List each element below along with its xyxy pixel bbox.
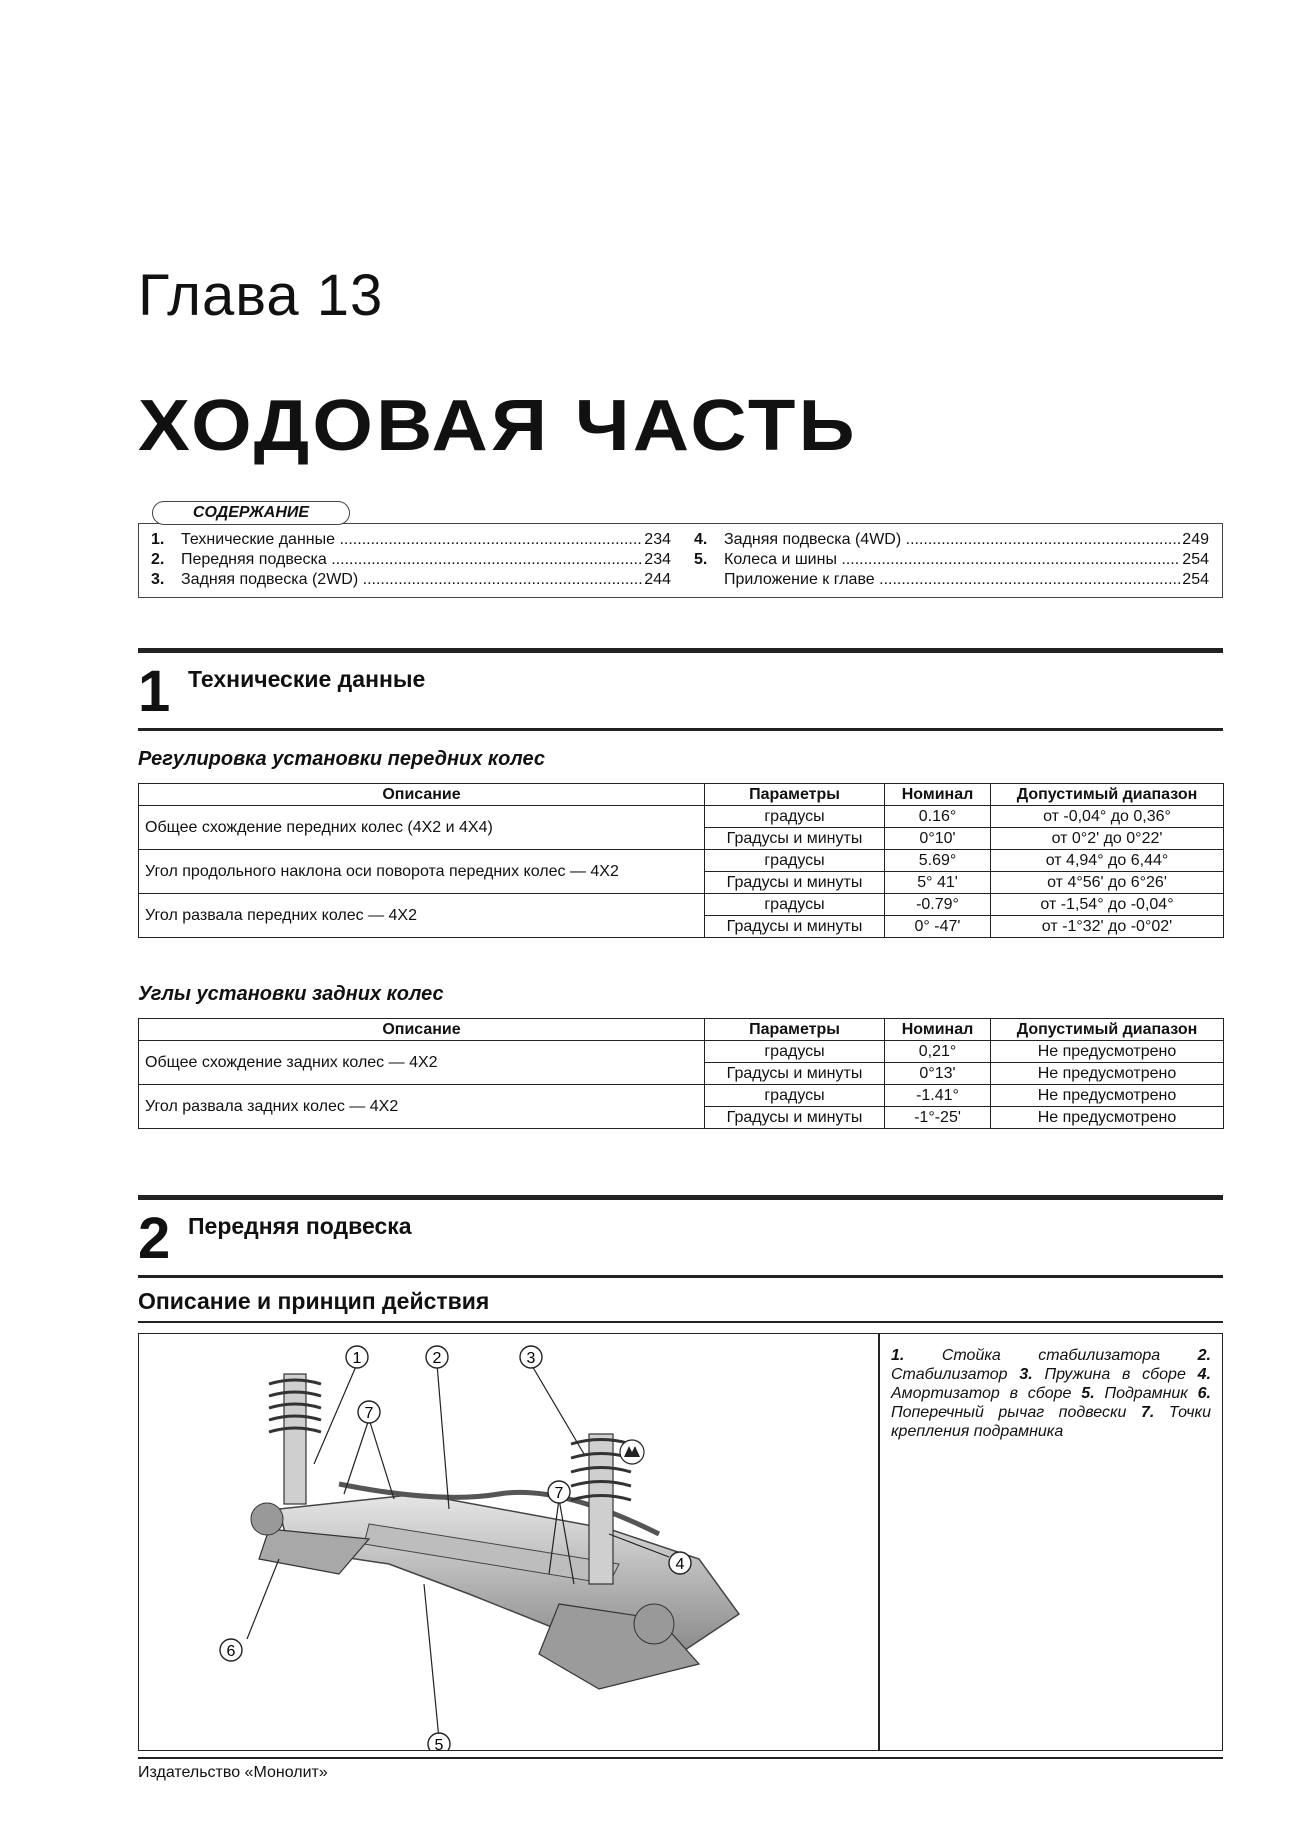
toc-item-num: 5. (694, 551, 708, 568)
cell-parameter: Градусы и минуты (705, 872, 885, 894)
toc-item-page: 249 (1182, 531, 1209, 548)
column-header: Описание (139, 784, 705, 806)
cell-nominal: -0.79° (885, 894, 991, 916)
table-row (139, 806, 1224, 828)
toc-item[interactable] (151, 570, 671, 590)
leader-line (247, 1559, 279, 1639)
callout-label: 5 (434, 1737, 444, 1750)
cell-range: Не предусмотрено (991, 1063, 1224, 1085)
table-row (139, 894, 1224, 916)
caption-text: Амортизатор в сборе (891, 1385, 1072, 1402)
cell-parameter: Градусы и минуты (705, 916, 885, 938)
section-rule (138, 728, 1223, 731)
cell-parameter: градусы (705, 806, 885, 828)
cell-range: от 4°56' до 6°26' (991, 872, 1224, 894)
subsection-rule (138, 1321, 1223, 1323)
right-strut-shape (589, 1434, 613, 1584)
caption-text: Поперечный рычаг подвески (891, 1404, 1127, 1421)
cell-nominal: 0.16° (885, 806, 991, 828)
row-description: Угол развала передних колес — 4X2 (139, 894, 705, 938)
cell-range: от 4,94° до 6,44° (991, 850, 1224, 872)
section-rule (138, 648, 1223, 653)
cell-nominal: -1°-25' (885, 1107, 991, 1129)
table-row (139, 850, 1224, 872)
caption-text: Подрамник (1104, 1385, 1188, 1402)
figure-divider (878, 1334, 880, 1750)
cell-range: Не предусмотрено (991, 1041, 1224, 1063)
front-suspension-illustration (139, 1334, 878, 1750)
toc-item-page: 244 (644, 571, 671, 588)
cell-parameter: градусы (705, 850, 885, 872)
figure-caption (891, 1346, 1211, 1441)
toc-item-num: 3. (151, 571, 165, 588)
callout-label: 1 (352, 1350, 362, 1367)
chapter-title: ХОДОВАЯ ЧАСТЬ (138, 386, 858, 466)
toc-item-text: Передняя подвеска ..... (181, 550, 642, 570)
section-title: Передняя подвеска (188, 1213, 412, 1239)
toc-item-num: 4. (694, 531, 708, 548)
toc-item-page: 254 (1182, 551, 1209, 568)
cell-parameter: Градусы и минуты (705, 1063, 885, 1085)
leader-line (369, 1419, 394, 1499)
column-header: Параметры (705, 784, 885, 806)
section-title: Технические данные (188, 666, 426, 692)
table-header-row (139, 784, 1224, 806)
caption-num: 1. (891, 1347, 905, 1364)
publisher-footer: Издательство «Монолит» (138, 1764, 328, 1781)
table-row (139, 1085, 1224, 1107)
section-rule (138, 1195, 1223, 1200)
cell-nominal: 5.69° (885, 850, 991, 872)
footer-rule (138, 1757, 1223, 1759)
leader-line (437, 1364, 449, 1509)
leader-line (344, 1419, 369, 1494)
cell-nominal: 0° -47' (885, 916, 991, 938)
table-heading: Регулировка установки передних колес (138, 748, 545, 770)
rear-wheel-alignment-table (138, 1018, 1224, 1129)
toc-right-column (694, 530, 1209, 590)
cell-range: от -0,04° до 0,36° (991, 806, 1224, 828)
row-description: Общее схождение задних колес — 4X2 (139, 1041, 705, 1085)
column-header: Номинал (885, 784, 991, 806)
cell-parameter: Градусы и минуты (705, 1107, 885, 1129)
column-header: Описание (139, 1019, 705, 1041)
column-header: Номинал (885, 1019, 991, 1041)
leader-line (531, 1364, 584, 1454)
cell-parameter: градусы (705, 1041, 885, 1063)
toc-item-text: Задняя подвеска (4WD) ..... (724, 530, 1180, 550)
caption-text: Стойка стабилизатора (941, 1347, 1161, 1364)
cell-nominal: 0,21° (885, 1041, 991, 1063)
callout-label: 7 (554, 1485, 564, 1502)
cell-range: от 0°2' до 0°22' (991, 828, 1224, 850)
row-description: Общее схождение передних колес (4X2 и 4X4) (139, 806, 705, 850)
table-row (139, 1041, 1224, 1063)
cell-range: Не предусмотрено (991, 1107, 1224, 1129)
toc-item-num: 1. (151, 531, 165, 548)
cell-nominal: 0°10' (885, 828, 991, 850)
caption-text: Пружина в сборе (1044, 1366, 1186, 1383)
toc-item-page: 254 (1182, 571, 1209, 588)
column-header: Допустимый диапазон (991, 784, 1224, 806)
toc-box (138, 523, 1223, 598)
toc-item[interactable] (151, 550, 671, 570)
front-wheel-alignment-table (138, 783, 1224, 938)
toc-item-text: Колеса и шины ..... (724, 550, 1180, 570)
cell-parameter: градусы (705, 1085, 885, 1107)
section-number: 1 (138, 659, 171, 724)
cell-nominal: 5° 41' (885, 872, 991, 894)
toc-item-text: Технические данные ..... (181, 530, 642, 550)
toc-item-page: 234 (644, 531, 671, 548)
cell-range: Не предусмотрено (991, 1085, 1224, 1107)
cell-range: от -1,54° до -0,04° (991, 894, 1224, 916)
column-header: Параметры (705, 1019, 885, 1041)
caption-text: Стабилизатор (891, 1366, 1008, 1383)
section-number: 2 (138, 1206, 171, 1271)
callout-label: 6 (226, 1643, 236, 1660)
row-description: Угол продольного наклона оси поворота передних колес — 4X2 (139, 850, 705, 894)
column-header: Допустимый диапазон (991, 1019, 1224, 1041)
cell-nominal: 0°13' (885, 1063, 991, 1085)
toc-item[interactable] (694, 550, 1209, 570)
callout-label: 2 (432, 1350, 442, 1367)
caption-num: 7. (1140, 1404, 1155, 1421)
toc-left-column (151, 530, 671, 590)
caption-text: Точки крепления подрамника (891, 1404, 1211, 1440)
row-description: Угол развала задних колес — 4X2 (139, 1085, 705, 1129)
caption-num: 3. (1019, 1366, 1033, 1383)
leader-line (314, 1364, 357, 1464)
subsection-heading: Описание и принцип действия (138, 1288, 490, 1314)
callout-label: 3 (526, 1350, 536, 1367)
leader-line (424, 1584, 439, 1739)
toc-item[interactable] (694, 570, 1209, 590)
toc-item-num: 2. (151, 551, 165, 568)
caption-num: 4. (1197, 1366, 1211, 1383)
toc-item-text: Приложение к главе ..... (724, 570, 1180, 590)
table-header-row (139, 1019, 1224, 1041)
toc-label: СОДЕРЖАНИЕ (152, 501, 350, 525)
cell-nominal: -1.41° (885, 1085, 991, 1107)
caption-num: 5. (1081, 1385, 1095, 1402)
toc-item[interactable] (151, 530, 671, 550)
toc-item-num (694, 570, 724, 590)
callout-label: 4 (675, 1556, 685, 1573)
suspension-figure (138, 1333, 1223, 1751)
callout-label: 7 (364, 1405, 374, 1422)
cell-parameter: Градусы и минуты (705, 828, 885, 850)
cell-parameter: градусы (705, 894, 885, 916)
section-rule (138, 1275, 1223, 1278)
left-hub-shape (251, 1503, 283, 1535)
right-hub-shape (634, 1604, 674, 1644)
chapter-number: Глава 13 (138, 263, 384, 328)
toc-item-text: Задняя подвеска (2WD) ..... (181, 570, 642, 590)
toc-item-page: 234 (644, 551, 671, 568)
caption-num: 2. (1197, 1347, 1211, 1364)
toc-item[interactable] (694, 530, 1209, 550)
table-heading: Углы установки задних колес (138, 983, 444, 1005)
cell-range: от -1°32' до -0°02' (991, 916, 1224, 938)
caption-num: 6. (1197, 1385, 1211, 1402)
